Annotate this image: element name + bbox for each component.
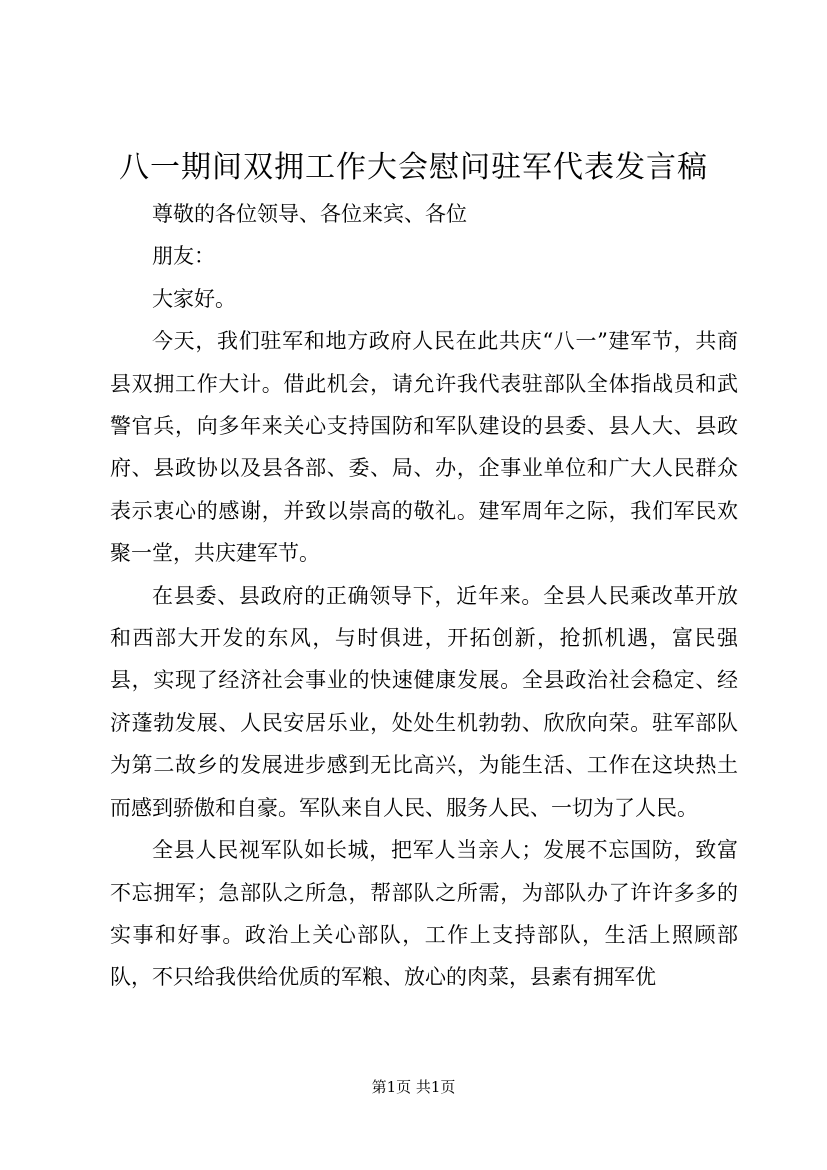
body-paragraph: 今天，我们驻军和地方政府人民在此共庆“八一”建军节，共商县双拥工作大计。借此机会，请允许我代表驻部队全体指战员和武警官兵，向多年来关心支持国防和军队建设的县委、县人大、县政府、县政协以及县各部、委、局、办，企事业单位和广大人民群众表示衷心的感谢，并致以崇高的敬礼。建军周年之际，我们军民欢聚一堂，共庆建军节。 [110,329,738,566]
body-paragraph: 在县委、县政府的正确领导下，近年来。全县人民乘改革开放和西部大开发的东风，与时俱进，开拓创新，抢抓机遇，富民强县，实现了经济社会事业的快速健康发展。全县政治社会稳定、经济蓬勃发展、人民安居乐业，处处生机勃勃、欣欣向荣。驻军部队为第二故乡的发展进步感到无比高兴，为能生活、工作在这块热土而感到骄傲和自豪。军队来自人民、服务人民、一切为了人民。 [110,583,738,820]
salutation-line: 朋友： [152,244,215,269]
body-paragraph: 全县人民视军队如长城，把军人当亲人；发展不忘国防，致富不忘拥军；急部队之所急，帮部队之所需，为部队办了许许多多的实事和好事。政治上关心部队，工作上支持部队，生活上照顾部队，不只给我供给优质的军粮、放心的肉菜，县素有拥军优 [110,838,738,990]
salutation-line: 尊敬的各位领导、各位来宾、各位 [152,202,467,226]
page-number-footer: 第1页 共1页 [371,1078,456,1096]
document-title: 八一期间双拥工作大会慰问驻军代表发言稿 [119,150,708,185]
greeting-paragraph: 大家好。 [152,286,236,311]
document-body [110,193,738,999]
